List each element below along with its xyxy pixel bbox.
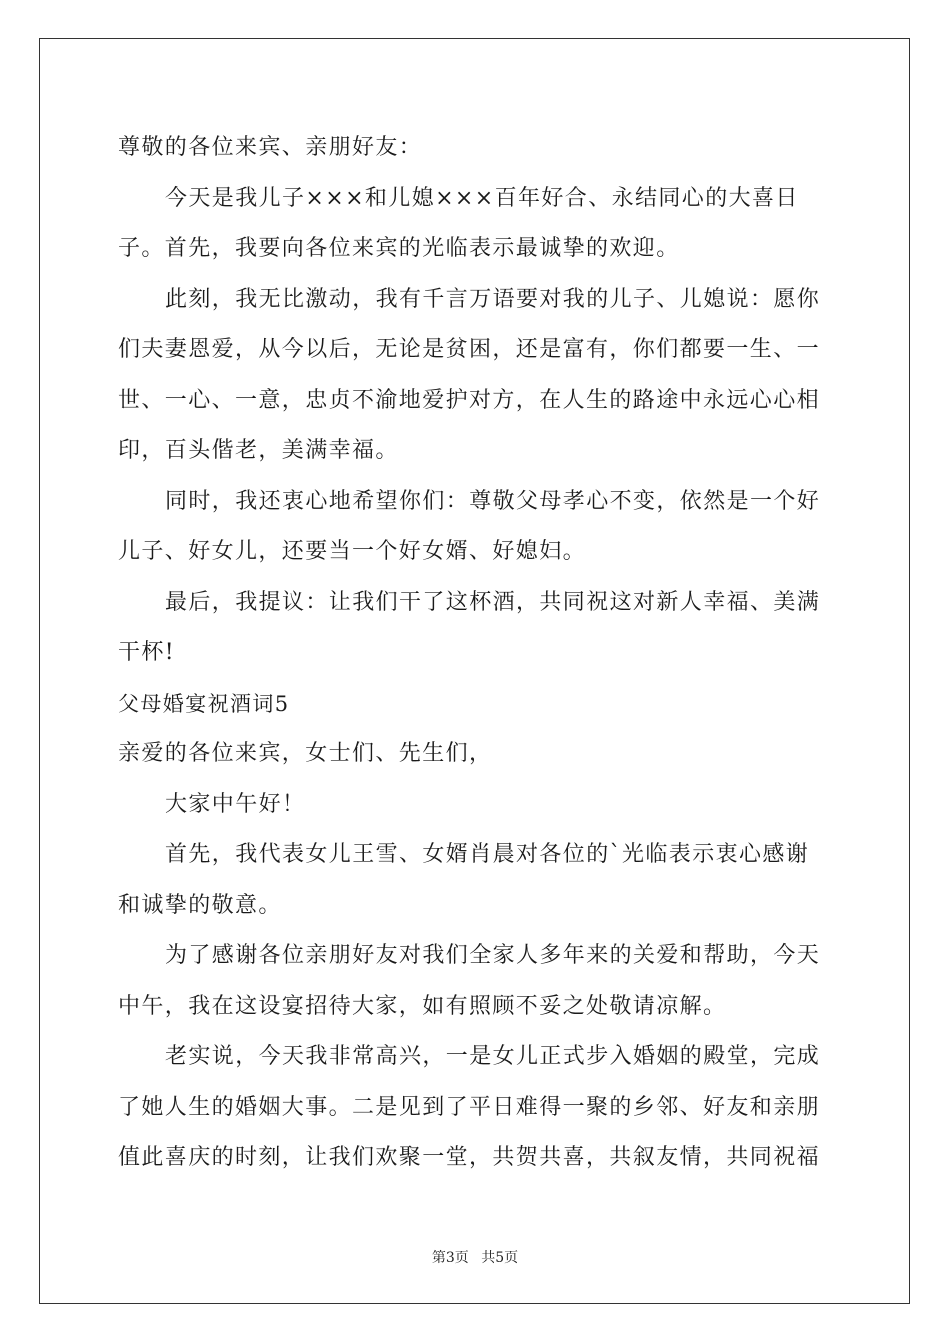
paragraph-line: 子。首先，我要向各位来宾的光临表示最诚挚的欢迎。 (118, 236, 680, 261)
paragraph-line: 中午，我在这设宴招待大家，如有照顾不妥之处敬请凉解。 (118, 993, 727, 1019)
document-body (118, 123, 838, 1184)
section-heading: 父母婚宴祝酒词5 (118, 691, 290, 716)
paragraph-line: 同时，我还衷心地希望你们：尊敬父母孝心不变，依然是一个好 (165, 488, 821, 514)
paragraph-line: 印，百头偕老，美满幸福。 (118, 438, 399, 463)
paragraph-line: 首先，我代表女儿王雪、女婿肖晨对各位的`光临表示衷心感谢 (165, 842, 810, 867)
paragraph-line: 和诚挚的敬意。 (118, 892, 282, 918)
paragraph-line: 干杯! (118, 640, 176, 665)
paragraph-line: 了她人生的婚姻大事。二是见到了平日难得一聚的乡邻、好友和亲朋 (118, 1094, 821, 1120)
paragraph-line: 最后，我提议：让我们干了这杯酒，共同祝这对新人幸福、美满 (165, 589, 821, 615)
paragraph-line: 今天是我儿子×××和儿媳×××百年好合、永结同心的大喜日 (165, 185, 799, 211)
paragraph-line: 儿子、好女儿，还要当一个好女婿、好媳妇。 (118, 539, 587, 564)
salutation-line: 尊敬的各位来宾、亲朋好友： (118, 135, 423, 160)
paragraph-line: 大家中午好！ (165, 791, 306, 817)
paragraph-line: 为了感谢各位亲朋好友对我们全家人多年来的关爱和帮助，今天 (165, 943, 821, 968)
page-footer (0, 1247, 950, 1267)
page-number: 第3页 (431, 1250, 469, 1266)
paragraph-line: 们夫妻恩爱，从今以后，无论是贫困，还是富有，你们都要一生、一 (118, 337, 821, 362)
paragraph-line: 此刻，我无比激动，我有千言万语要对我的儿子、儿媳说：愿你 (165, 286, 821, 312)
paragraph-line: 值此喜庆的时刻，让我们欢聚一堂，共贺共喜，共叙友情，共同祝福 (118, 1145, 821, 1170)
paragraph-line: 老实说，今天我非常高兴，一是女儿正式步入婚姻的殿堂，完成 (165, 1044, 821, 1069)
total-pages: 共5页 (481, 1250, 519, 1266)
paragraph-line: 世、一心、一意，忠贞不渝地爱护对方，在人生的路途中永远心心相 (118, 387, 821, 413)
salutation-line: 亲爱的各位来宾，女士们、先生们， (118, 741, 493, 766)
